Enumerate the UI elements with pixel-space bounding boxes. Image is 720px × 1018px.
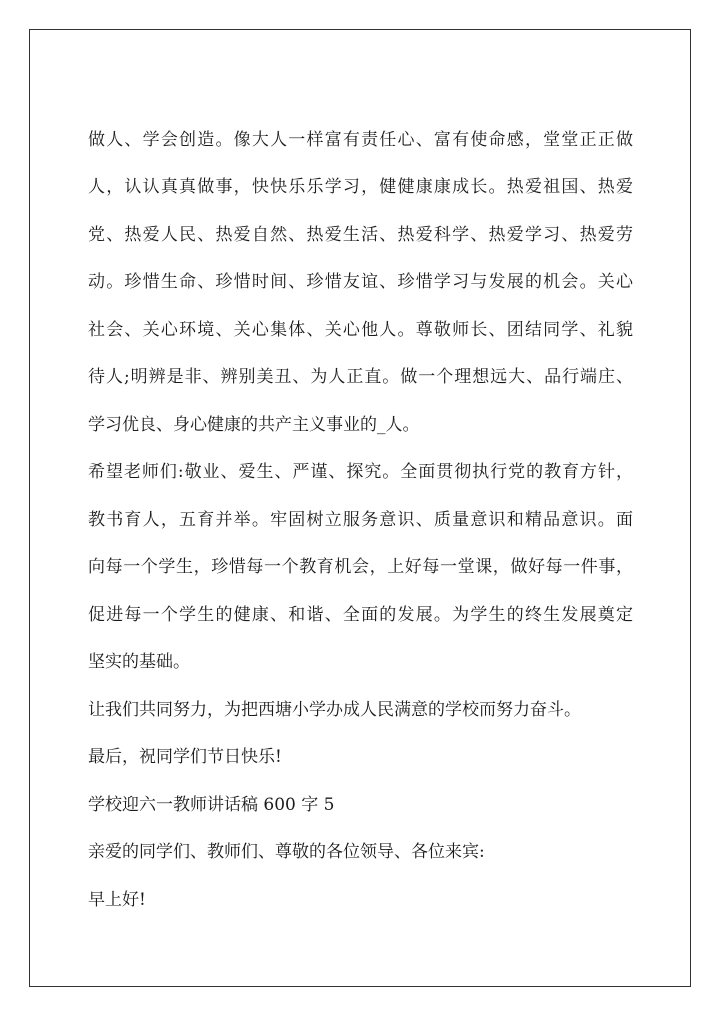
greeting-line: 早上好!	[88, 890, 146, 910]
paragraph-line: 动。珍惜生命、珍惜时间、珍惜友谊、珍惜学习与发展的机会。关心	[88, 272, 633, 292]
paragraph-line: 做人、学会创造。像大人一样富有责任心、富有使命感，堂堂正正做	[88, 130, 633, 150]
paragraph-line: 人，认认真真做事，快快乐乐学习，健健康康成长。热爱祖国、热爱	[88, 177, 633, 197]
paragraph-line: 最后，祝同学们节日快乐!	[88, 747, 282, 767]
section-heading: 学校迎六一教师讲话稿 600 字 5	[88, 795, 335, 815]
paragraph-line: 向每一个学生，珍惜每一个教育机会，上好每一堂课，做好每一件事，	[88, 557, 633, 577]
paragraph-line: 党、热爱人民、热爱自然、热爱生活、热爱科学、热爱学习、热爱劳	[88, 225, 633, 245]
paragraph-line: 社会、关心环境、关心集体、关心他人。尊敬师长、团结同学、礼貌	[88, 320, 633, 340]
paragraph-line: 希望老师们:敬业、爱生、严谨、探究。全面贯彻执行党的教育方针，	[88, 462, 633, 482]
paragraph-line: 教书育人，五育并举。牢固树立服务意识、质量意识和精品意识。面	[88, 510, 633, 530]
paragraph-line: 让我们共同努力，为把西塘小学办成人民满意的学校而努力奋斗。	[88, 700, 581, 720]
paragraph-line: 坚实的基础。	[88, 652, 190, 672]
paragraph-line: 学习优良、身心健康的共产主义事业的_人。	[88, 415, 420, 435]
paragraph-line: 促进每一个学生的健康、和谐、全面的发展。为学生的终生发展奠定	[88, 605, 633, 625]
salutation-line: 亲爱的同学们、教师们、尊敬的各位领导、各位来宾:	[88, 842, 485, 862]
document-page	[29, 29, 691, 987]
paragraph-line: 待人;明辨是非、辨别美丑、为人正直。做一个理想远大、品行端庄、	[88, 367, 633, 387]
